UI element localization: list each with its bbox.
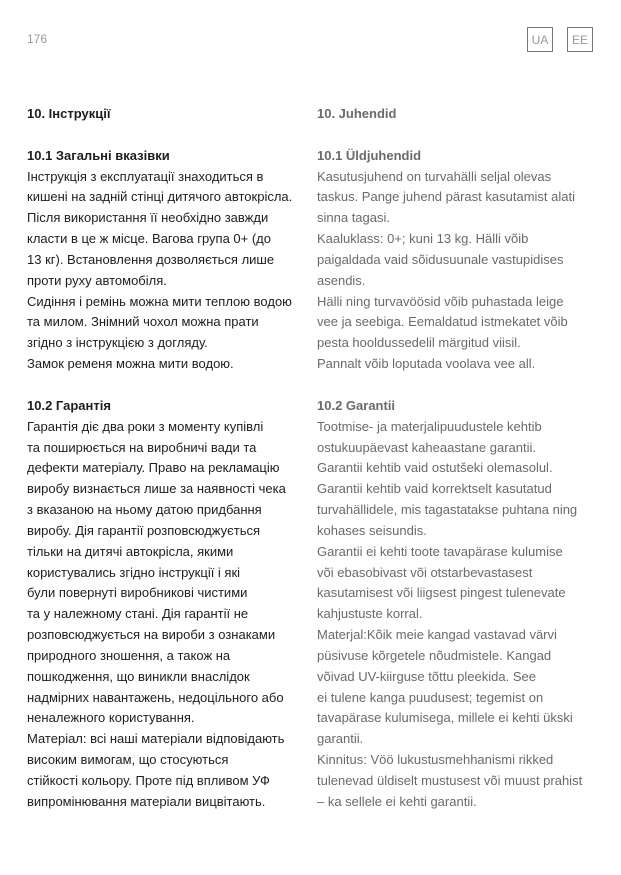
text-line: turvahällidele, mis tagastatakse puhtana ning xyxy=(317,502,578,518)
text-line: Матеріал: всі наші матеріали відповідають xyxy=(27,731,285,747)
text-line: ei tulene kanga puudusest; tegemist on xyxy=(317,689,544,705)
text-line: kahjustuste korral. xyxy=(317,606,423,622)
spacer xyxy=(317,125,582,146)
text-line: та милом. Знімний чохол можна прати xyxy=(27,314,259,330)
section-title: 10. Juhendid xyxy=(317,106,397,121)
text-line: võivad UV-kiirguse tõttu pleekida. See xyxy=(317,668,536,684)
text-line: Після використання її необхідно завжди xyxy=(27,210,269,226)
text-line: пошкодження, що виникли внаслідок xyxy=(27,668,250,684)
spacer xyxy=(317,375,582,396)
text-line: та у належному стані. Дія гарантії не xyxy=(27,606,249,622)
text-line: või ebasobivast või otstarbevastasest xyxy=(317,564,533,580)
text-line: Garantii kehtib vaid korrektselt kasutatud xyxy=(317,481,552,497)
text-line: 13 кг). Встановлення дозволяється лише xyxy=(27,251,275,267)
text-line: проти руху автомобіля. xyxy=(27,272,167,288)
subsection-heading: 10.1 Üldjuhendid xyxy=(317,147,422,163)
language-tag-ee: EE xyxy=(567,27,593,52)
text-line: тільки на дитячі автокрісла, якими xyxy=(27,543,234,559)
text-line: Pannalt võib loputada voolava vee all. xyxy=(317,356,536,372)
text-line: Сидіння і ремінь можна мити теплою водою xyxy=(27,293,292,309)
language-tag-ua: UA xyxy=(527,27,553,52)
text-line: kasutamisest või liigsest pingest tulenevate xyxy=(317,585,566,601)
text-line: Garantii ei kehti toote tavapärase kulumise xyxy=(317,543,563,559)
text-line: виробу визнається лише за наявності чека xyxy=(27,481,286,497)
text-line: виробу. Дія гарантії розповсюджується xyxy=(27,522,261,538)
text-line: paigaldada vaid sõidusuunale vastupidises xyxy=(317,251,564,267)
text-line: згідно з інструкцією з догляду. xyxy=(27,335,208,351)
text-line: неналежного користування. xyxy=(27,710,195,726)
page-number: 176 xyxy=(27,32,48,46)
text-line: garantii. xyxy=(317,731,364,747)
text-line: Гарантія діє два роки з моменту купівлі xyxy=(27,418,264,434)
column-estonian xyxy=(317,104,582,813)
text-line: та поширюється на виробничі вади та xyxy=(27,439,257,455)
text-line: Tootmise- ja materjalipuudustele kehtib xyxy=(317,418,542,434)
text-line: tavapärase kulumisega, millele ei kehti ükski xyxy=(317,710,573,726)
text-line: Замок ременя можна мити водою. xyxy=(27,356,234,372)
text-line: Hälli ning turvavöösid võib puhastada leige xyxy=(317,293,564,309)
text-line: класти в це ж місце. Вагова група 0+ (до xyxy=(27,231,271,247)
text-line: taskus. Pange juhend pärast kasutamist alati xyxy=(317,189,575,205)
text-line: Kasutusjuhend on turvahälli seljal olevas xyxy=(317,168,552,184)
spacer xyxy=(27,375,292,396)
text-line: asendis. xyxy=(317,272,366,288)
text-line: природного зношення, а також на xyxy=(27,647,231,663)
text-line: – ka sellele ei kehti garantii. xyxy=(317,793,477,809)
text-line: випромінювання матеріали вицвітають. xyxy=(27,793,266,809)
text-line: Kaaluklass: 0+; kuni 13 kg. Hälli võib xyxy=(317,231,529,247)
text-line: Kinnitus: Vöö lukustusmehhanismi rikked xyxy=(317,752,554,768)
text-line: tulenevad üldiselt mustusest või muust prahist xyxy=(317,773,583,788)
text-line: дефекти матеріалу. Право на рекламацію xyxy=(27,460,280,476)
text-line: були повернуті виробникові чистими xyxy=(27,585,248,601)
text-line: vee ja seebiga. Eemaldatud istmekatet võib xyxy=(317,314,568,330)
text-line: Garantii kehtib vaid ostutšeki olemasolul. xyxy=(317,460,553,476)
subsection-heading: 10.1 Загальні вказівки xyxy=(27,147,170,163)
text-line: Інструкція з експлуатації знаходиться в xyxy=(27,168,264,184)
text-line: sinna tagasi. xyxy=(317,210,390,226)
text-line: високим вимогам, що стосуються xyxy=(27,752,229,768)
text-line: kohases seisundis. xyxy=(317,522,427,538)
text-line: користувались згідно інструкції і які xyxy=(27,564,241,580)
subsection-heading: 10.2 Garantii xyxy=(317,397,396,413)
text-line: надмірних навантажень, недоцільного або xyxy=(27,689,284,705)
spacer xyxy=(27,125,292,146)
text-line: püsivuse kõrgetele nõudmistele. Kangad xyxy=(317,647,552,663)
text-line: з вказаною на ньому датою придбання xyxy=(27,502,262,518)
text-line: кишені на задній стінці дитячого автокрісла. xyxy=(27,189,293,205)
subsection-heading: 10.2 Гарантія xyxy=(27,397,111,413)
column-ukrainian xyxy=(27,104,292,813)
text-line: pesta hooldussedelil märgitud viisil. xyxy=(317,335,521,351)
text-line: Materjal:Kõik meie kangad vastavad värvi xyxy=(317,627,557,643)
text-line: стійкості кольору. Проте під впливом УФ xyxy=(27,773,270,788)
text-line: ostukuupäevast kaheaastane garantii. xyxy=(317,439,536,455)
text-line: розповсюджується на вироби з ознаками xyxy=(27,627,276,643)
section-title: 10. Інструкції xyxy=(27,106,111,121)
